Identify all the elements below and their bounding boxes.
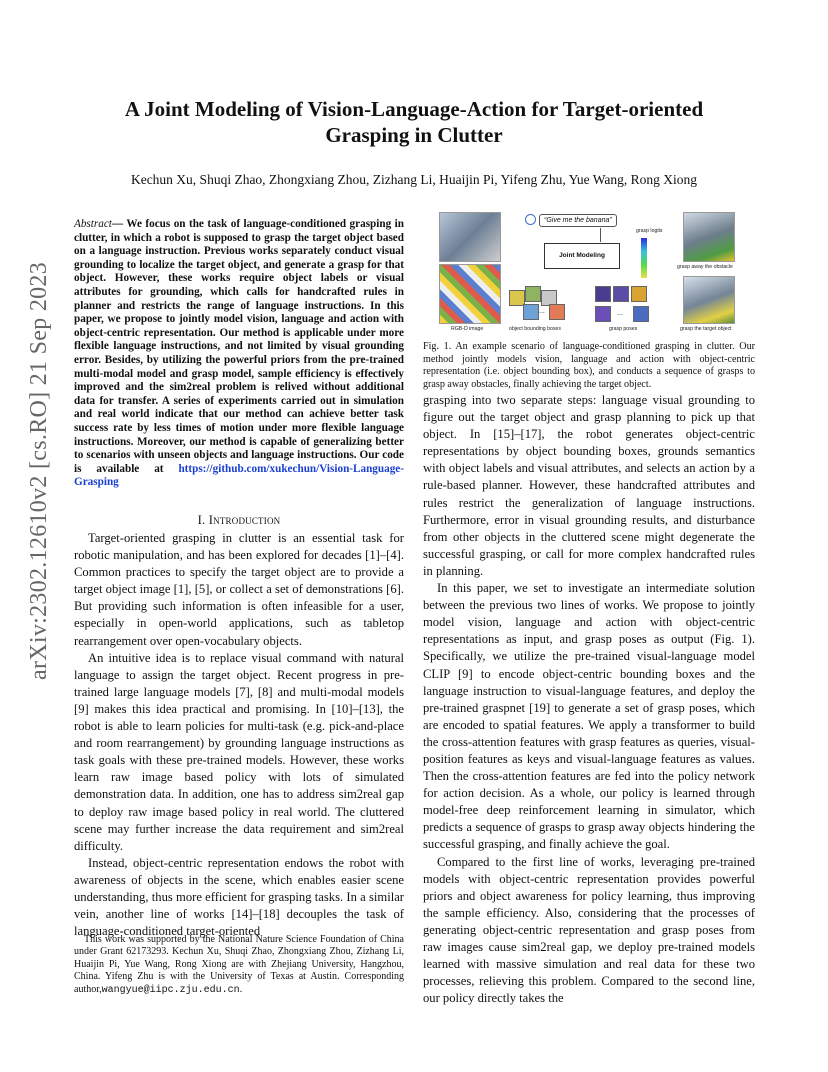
bbox-crop [525,286,541,302]
abstract-lead: Abstract [74,218,112,230]
arrow-down [600,228,601,242]
grasp-away-thumbnail [683,212,735,262]
bbox-label: object bounding boxes [509,326,561,332]
abstract-body: — We focus on the task of language-conditioned grasping in clutter, in which a robot is supposed to grasp the target object based on a language instruction. Previous works separately conduct visual grounding to localize the target object, and generate a grasp for that object. However, these works require object labels or visual attributes for grounding, which calls for handcrafted rules in planner and restricts the range of language instructions. In this paper, we propose to jointly model vision, language and action with object-centric representation. Our method is applicable under more flexible language instructions, and not limited by visual grounding error. Besides, by utilizing the powerful priors from the pre-trained multi-modal model and grasp model, sample efficiency is effectively improved and the sim2real problem is relived without additional data for transfer. A series of experiments carried out in simulation and real world indicate that our method can achieve better task success rate by less times of motion under more flexible language instructions. Moreover, our method is capable of generalizing better to scenarios with unseen objects and language instructions. Our code is available at [74,218,404,475]
paragraph: Instead, object-centric representation endows the robot with awareness of objects in the scene, which enables easier scene understanding, thus more efficient for grasping tasks. In a similar vein, another line of works [14]–[18] decouples the task of language-conditioned target-oriented [74,855,404,939]
paragraph: Target-oriented grasping in clutter is an essential task for robotic manipulation, and has been explored for decades [1]–[4]. Common practices to specify the target object are to provide a target object image [1], [5], or collect a set of demonstrations [6]. But providing such information is often infeasible for a user, especially in open-world applications, such as tabletop rearrangement over open-vocabulary objects. [74,531,404,648]
section-heading [74,512,404,529]
grasp-pose-crop [595,306,611,322]
footnote-text: This work was supported by the National Nature Science Foundation of China under Grant 62173293. Kechun Xu, Shuqi Zhao, Zhongxiang Zhou, Zizhang Li, Huaijin Pi, Yue Wang, Rong Xiong are with Zhejiang University, Hangzhou, China. Yifeng Zhu is with the University of Texas at Austin. Corresponding author, [74,934,404,995]
grasp-pose-crop [613,286,629,302]
grasp-target-thumbnail [683,276,735,324]
poses-ellipsis: ... [617,310,623,317]
code-link[interactable]: https://github.com/xukechun/Vision-Language-Grasping [74,462,404,489]
paragraph: An intuitive idea is to replace visual command with natural language to assign the target object. Recent progress in pre-trained large language models [7], [8] and multi-modal models [9] makes this idea practical and promising. In [10]–[13], the robot is able to learn policies for multi-task (e.g. pick-and-place and room rearrangement) by grounding language instructions as task goals with these pre-trained models. However, these works learn raw image based policy with lots of simulated demonstration data. In addition, one has to address sim2real gap to deploy raw image based policy in real world. The cluttered scene may further increase the data requirement and sim2real difficulty. [74,650,404,853]
footnote [74,934,404,997]
instruction-bubble: “Give me the banana” [539,214,617,227]
section-title: Introduction [208,513,281,527]
rgbd-image-thumbnail [439,264,501,324]
paragraph: In this paper, we set to investigate an intermediate solution between the previous two lines of works. We propose to jointly model vision, language and action with object-centric representations as input, and grasp poses as output (Fig. 1). Specifically, we utilize the pre-trained visual-language model CLIP [9] to encode object-centric bounding boxes and the language instruction to visual-language features, and deploy the pre-trained graspnet [19] to generate a set of grasp poses, which are encoded to spatial features. We apply a transformer to build the cross-attention features with grasp features as queries, visual-position features as keys and visual-language features as values. Then the cross-attention features are fed into the policy network for action decision. As a whole, our policy is learned through model-free deep reinforcement learning in simulator, which predicts a sequence of grasps to grasp away objects hindering the successful grasping, and finally achieve the goal. [423,581,755,852]
grasp-away-label: grasp away the obstacle [677,264,733,270]
rgbd-label: RGB-D image [451,326,484,332]
section-number: I. [197,513,209,527]
paper-title: A Joint Modeling of Vision-Language-Action for Target-oriented Grasping in Clutter [124,97,704,147]
footnote-end: . [239,983,243,995]
bbox-crop [523,304,539,320]
intro-left-column [74,530,404,940]
grasp-logits-bar [641,238,647,278]
grasp-target-label: grasp the target object [680,326,732,332]
intro-right-column [423,392,755,1007]
bbox-ellipsis: ... [539,308,545,315]
figure-caption: Fig. 1. An example scenario of language-conditioned grasping in clutter. Our method jointly models vision, language and action with object-centric representation (i.e. object bounding box), and conducts a sequence of grasps to grasp away obstacles, finally achieving the target object. [423,341,755,390]
user-icon [525,214,536,225]
footnote-email[interactable]: wangyue@iipc.zju.edu.cn [101,984,240,996]
figure-1 [437,210,747,336]
arxiv-stamp: arXiv:2302.12610v2 [cs.RO] 21 Sep 2023 [26,261,52,680]
joint-modeling-box: Joint Modeling [544,243,620,269]
bbox-crop [549,304,565,320]
grasp-pose-crop [631,286,647,302]
robot-scene-thumbnail [439,212,501,262]
paragraph: Compared to the first line of works, leveraging pre-trained models with object-centric representation provides powerful priors and object awareness for policy learning, thus improving the sample efficiency. Also, considering that the processes of generating object-centric representation and grasp poses from raw images cause sim2real gap, we deploy pre-trained models learned with massive simulation and real data for these two processes, relieving this problem. Compared to the second line, our policy directly takes the [423,854,755,1006]
poses-label: grasp poses [609,326,638,332]
abstract [74,218,404,490]
paper-authors: Kechun Xu, Shuqi Zhao, Zhongxiang Zhou, Zizhang Li, Huaijin Pi, Yifeng Zhu, Yue Wang, Rong Xiong [130,172,698,187]
paragraph: grasping into two separate steps: language visual grounding to figure out the target object and grasp planning to pick up that object. In [15]–[17], the robot generates object-centric representations by object bounding boxes, grounds semantics with object labels and visual attributes, and selects an action by a rule-based planner. However, these handcrafted attributes and rules restrict the generalization of language instructions. Furthermore, error in visual grounding results, and disturbance from other objects in the cluttered scene might degenerate the successful grasping, or call for more complex handcrafted rules in planning. [423,393,755,578]
grasp-pose-crop [595,286,611,302]
grasp-pose-crop [633,306,649,322]
grasp-logits-label: grasp logits [636,228,663,234]
